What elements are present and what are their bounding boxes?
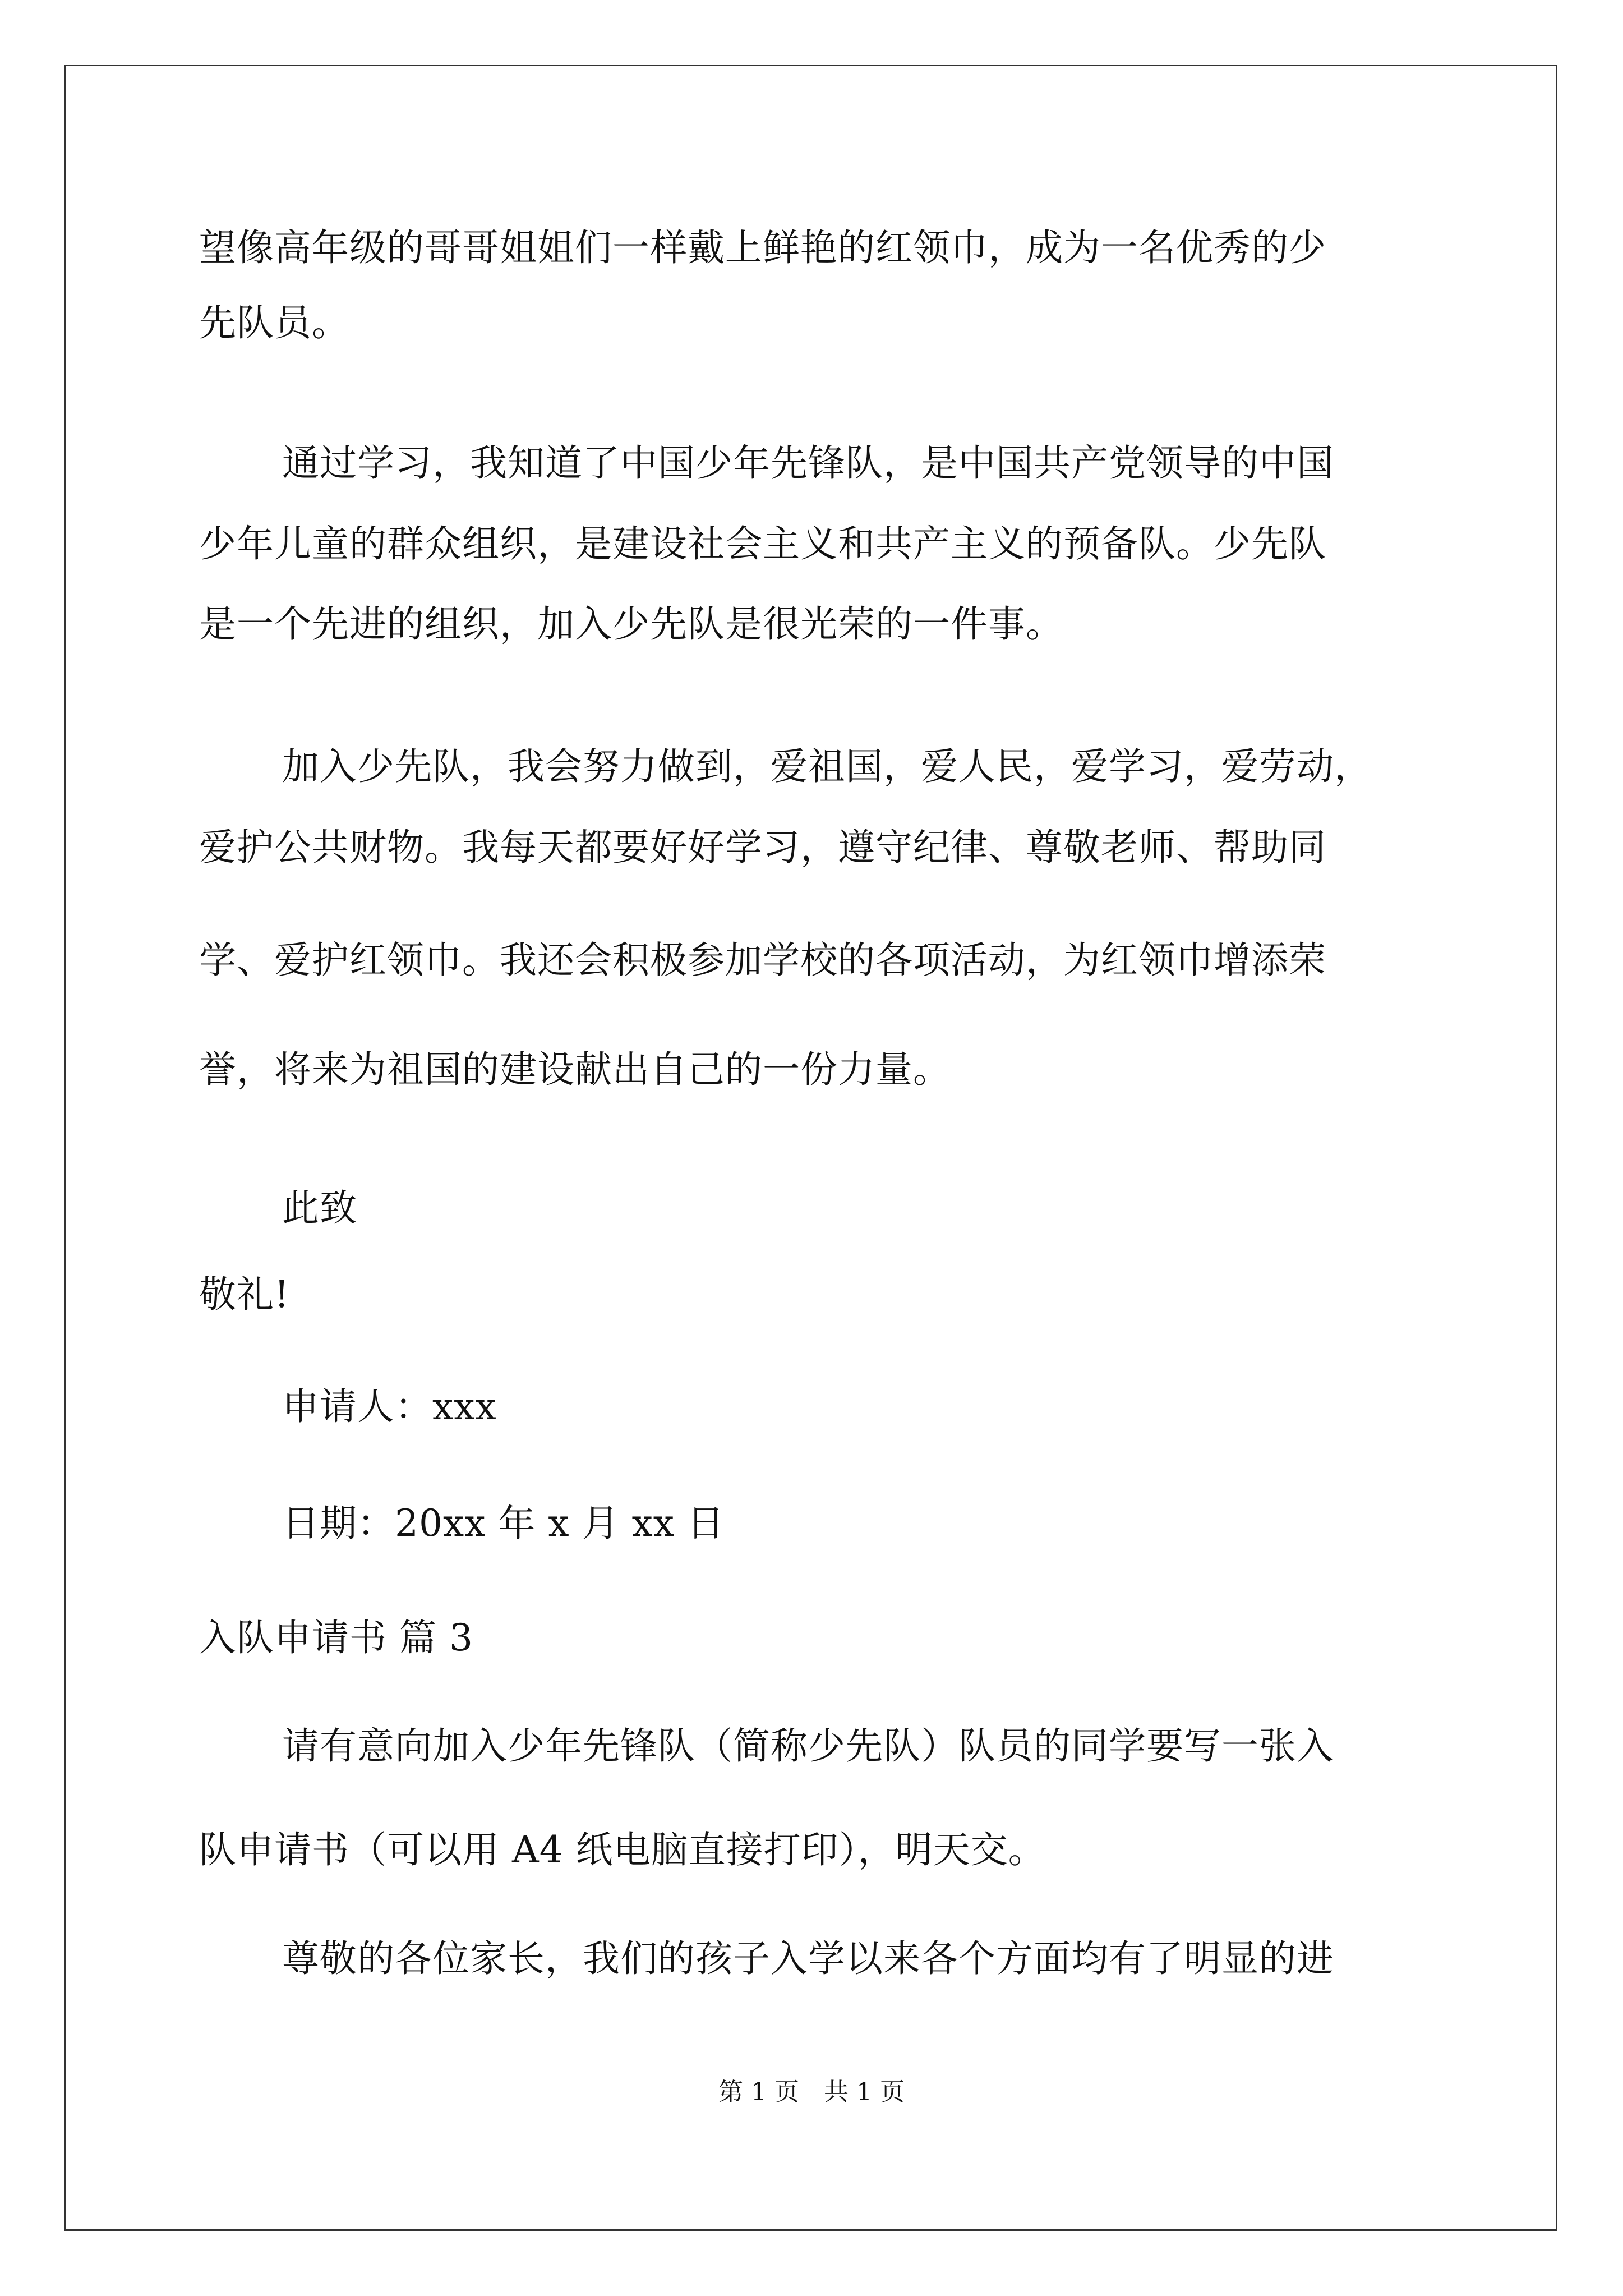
applicant-line: 申请人：xxx bbox=[282, 1385, 497, 1428]
section-heading: 入队申请书 篇 3 bbox=[199, 1616, 473, 1659]
paragraph-line: 学、爱护红领巾。我还会积极参加学校的各项活动，为红领巾增添荣 bbox=[199, 938, 1326, 982]
paragraph-line: 望像高年级的哥哥姐姐们一样戴上鲜艳的红领巾，成为一名优秀的少 bbox=[199, 226, 1326, 269]
paragraph-line: 少年儿童的群众组织，是建设社会主义和共产主义的预备队。少先队 bbox=[199, 522, 1326, 565]
paragraph-line: 誉，将来为祖国的建设献出自己的一份力量。 bbox=[199, 1048, 951, 1091]
paragraph-line: 队申请书（可以用 A4 纸电脑直接打印），明天交。 bbox=[199, 1828, 1046, 1871]
paragraph-line: 加入少先队，我会努力做到，爱祖国，爱人民，爱学习，爱劳动， bbox=[282, 745, 1372, 788]
date-line: 日期：20xx 年 x 月 xx 日 bbox=[282, 1502, 725, 1545]
paragraph-line: 是一个先进的组织，加入少先队是很光荣的一件事。 bbox=[199, 602, 1063, 646]
paragraph-line: 尊敬的各位家长，我们的孩子入学以来各个方面均有了明显的进 bbox=[282, 1937, 1334, 1980]
closing-salutation: 此致 bbox=[282, 1186, 357, 1230]
page-number-footer: 第 1 页 共 1 页 bbox=[718, 2078, 905, 2106]
paragraph-line: 先队员。 bbox=[199, 301, 349, 344]
page-border bbox=[64, 65, 1557, 2231]
paragraph-line: 通过学习，我知道了中国少年先锋队，是中国共产党领导的中国 bbox=[282, 441, 1334, 485]
paragraph-line: 爱护公共财物。我每天都要好好学习，遵守纪律、尊敬老师、帮助同 bbox=[199, 826, 1326, 869]
paragraph-line: 请有意向加入少年先锋队（简称少先队）队员的同学要写一张入 bbox=[282, 1724, 1334, 1768]
closing-regards: 敬礼! bbox=[199, 1273, 290, 1316]
